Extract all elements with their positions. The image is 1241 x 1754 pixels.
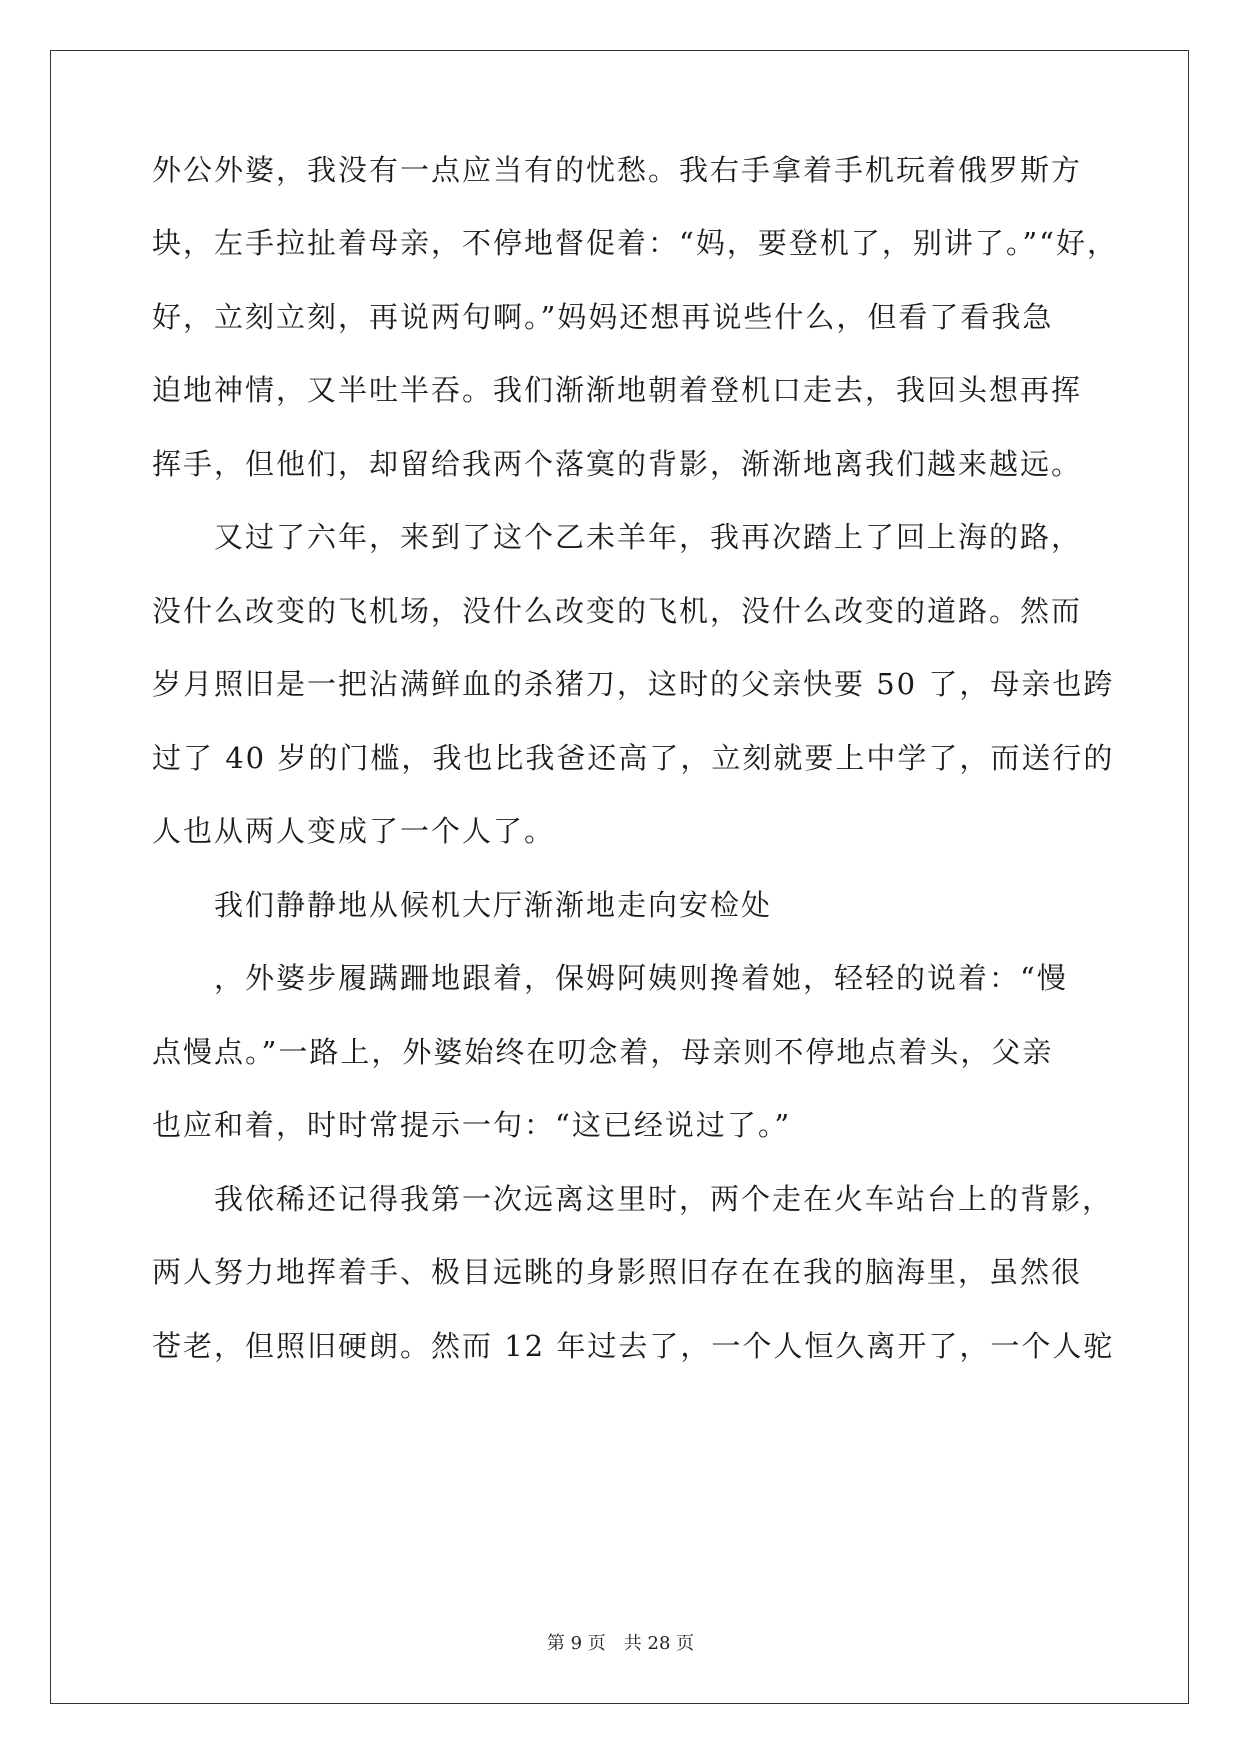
text-line: 人也从两人变成了一个人了。 xyxy=(152,814,556,848)
text-line: 挥手，但他们，却留给我两个落寞的背影，渐渐地离我们越来越远。 xyxy=(152,447,1083,481)
text-line: 好，立刻立刻，再说两句啊。”妈妈还想再说些什么，但看了看我急 xyxy=(152,300,1054,334)
text-line: 岁月照旧是一把沾满鲜血的杀猪刀，这时的父亲快要 50 了，母亲也跨 xyxy=(152,667,1115,701)
paragraph-start-line: 我依稀还记得我第一次远离这里时，两个走在火车站台上的背影， xyxy=(214,1182,1114,1216)
text-line: 点慢点。”一路上，外婆始终在叨念着，母亲则不停地点着头，父亲 xyxy=(152,1035,1054,1069)
text-line: 没什么改变的飞机场，没什么改变的飞机，没什么改变的道路。然而 xyxy=(152,594,1083,628)
paragraph-start-line: 我们静静地从候机大厅渐渐地走向安检处 xyxy=(214,888,773,922)
text-line: 苍老，但照旧硬朗。然而 12 年过去了，一个人恒久离开了，一个人驼 xyxy=(152,1329,1115,1363)
text-line: 外公外婆，我没有一点应当有的忧愁。我右手拿着手机玩着俄罗斯方 xyxy=(152,153,1083,187)
page-number: 第 9 页 xyxy=(546,1633,606,1654)
text-line: 过了 40 岁的门槛，我也比我爸还高了，立刻就要上中学了，而送行的 xyxy=(152,741,1115,775)
text-line: 也应和着，时时常提示一句：“这已经说过了。” xyxy=(152,1108,792,1142)
paragraph-start-line: 又过了六年，来到了这个乙未羊年，我再次踏上了回上海的路， xyxy=(214,520,1083,554)
page-footer xyxy=(0,1632,1241,1656)
text-line: 迫地神情，又半吐半吞。我们渐渐地朝着登机口走去，我回头想再挥 xyxy=(152,373,1083,407)
text-line: 块，左手拉扯着母亲，不停地督促着：“妈，要登机了，别讲了。”“好， xyxy=(152,226,1118,260)
paragraph-start-line: ，外婆步履蹒跚地跟着，保姆阿姨则搀着她，轻轻的说着：“慢 xyxy=(214,961,1068,995)
page-total: 共 28 页 xyxy=(623,1633,695,1654)
text-line: 两人努力地挥着手、极目远眺的身影照旧存在在我的脑海里，虽然很 xyxy=(152,1255,1083,1289)
